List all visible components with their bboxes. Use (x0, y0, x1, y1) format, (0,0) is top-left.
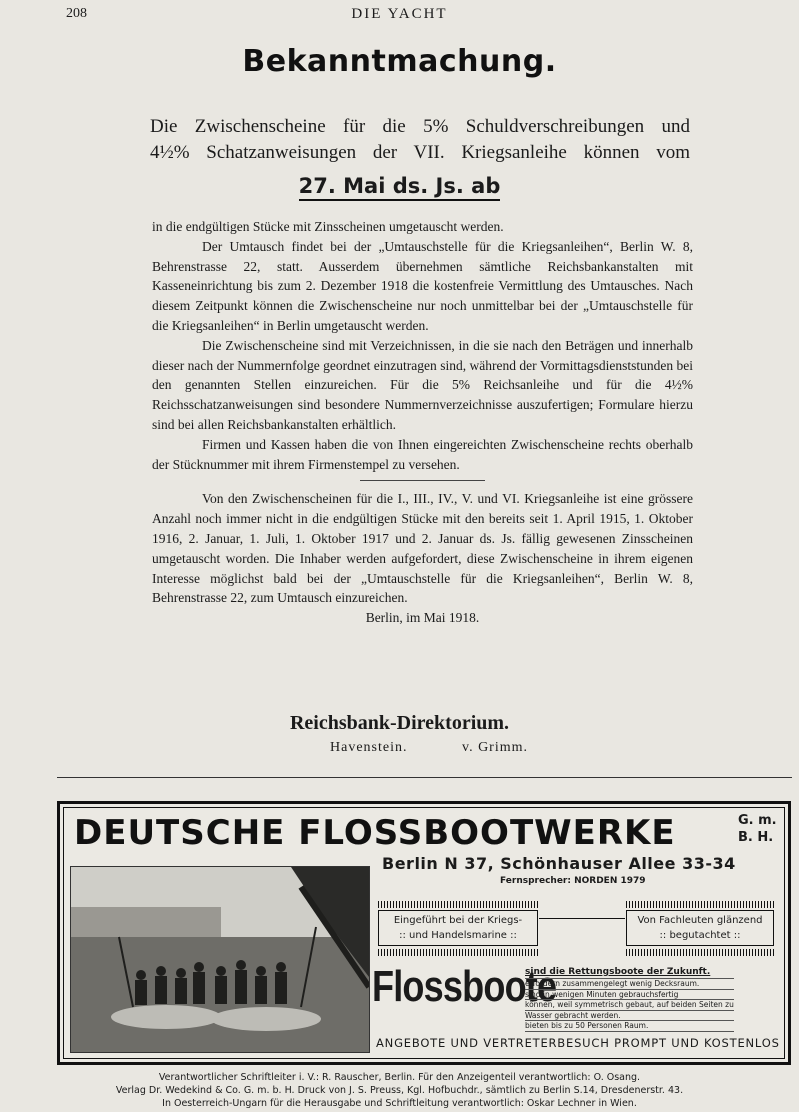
colophon (0, 1071, 799, 1110)
paragraph-3: Die Zwischenscheine sind mit Verzeichnissen, in die sie nach den Beträgen und innerhalb dieser nach der Nummernfolge geordnet einzutragen sind, während der Vormittagsdienststunden bei den genannten Stellen einzureichen. Für die 5% Reichsanleihe und für die 4½% Reichsschatzanweisungen sind besondere Nummernverzeichnisse auszufertigen; Formulare hierzu sind bei allen Reichsbankanstalten erhältlich. (152, 337, 693, 432)
date-heading-text: 27. Mai ds. Js. ab (299, 174, 501, 201)
colophon-line-3: In Oesterreich-Ungarn für die Herausgabe und Schriftleitung verantwortlich: Oskar Lechner in Wien. (162, 1098, 637, 1109)
paragraph-1: in die endgültigen Stücke mit Zinsscheinen umgetauscht werden. (152, 219, 504, 234)
date-heading (0, 174, 799, 198)
intro-line-1: Die Zwischenscheine für die 5% Schuldverschreibungen und (150, 116, 690, 137)
claim-2: sind in wenigen Minuten gebrauchsfertig (525, 990, 734, 1001)
box-navy (378, 910, 538, 946)
ad-address: Berlin N 37, Schönhauser Allee 33-34 (382, 854, 736, 873)
issuer: Reichsbank-Direktorium. (289, 712, 510, 734)
ad-suffix-line-1: G. m. (738, 813, 777, 828)
place-date: Berlin, im Mai 1918. (365, 610, 480, 626)
product-name: Flossboote (372, 962, 557, 1011)
colophon-line-2: Verlag Dr. Wedekind & Co. G. m. b. H. Druck von J. S. Preuss, Kgl. Hofbuchdr., sämtlich zu Berlin S.14, Dresdenerstr. 43. (115, 1085, 684, 1096)
ad-phone: Fernsprecher: NORDEN 1979 (500, 876, 646, 886)
claim-4: Wasser gebracht werden. (525, 1011, 734, 1022)
hatch-bottom-right (626, 949, 774, 956)
advertisement (57, 801, 791, 1065)
claims-head: sind die Rettungsboote der Zukunft. (525, 966, 734, 979)
connector-line (539, 918, 625, 919)
notice-intro (150, 114, 690, 166)
signatory-2: v. Grimm. (461, 740, 529, 755)
hatch-top-right (626, 901, 774, 908)
signatory-1: Havenstein. (330, 740, 408, 755)
ad-suffix-line-2: B. H. (738, 830, 774, 845)
colophon-line-1: Verantwortlicher Schriftleiter i. V.: R. Rauscher, Berlin. Für den Anzeigenteil verantwortlich: O. Osang. (158, 1072, 641, 1083)
page-rule (57, 777, 792, 778)
box-experts (626, 910, 774, 946)
section-divider (360, 480, 485, 481)
paragraph-2: Der Umtausch findet bei der „Umtauschstelle für die Kriegsanleihen“, Berlin W. 8, Behrenstrasse 22, statt. Ausserdem übernehmen sämtliche Reichsbankanstalten mit Kasseneinrichtung bis zum 2. Dezember 1918 die kostenfreie Vermittlung des Umtausches. Nach diesem Zeitpunkt können die Zwischenscheine nur noch unmittelbar bei der „Umtauschstelle für die Kriegsanleihen“ in Berlin umgetauscht werden. (152, 238, 693, 333)
running-head: DIE YACHT (351, 6, 448, 22)
paragraph-5: Von den Zwischenscheinen für die I., III., IV., V. und VI. Kriegsanleihe ist eine grössere Anzahl noch immer nicht in die endgültigen Stücke mit den bereits seit 1. April 1915, 1. Oktober 1916, 2. Januar, 1. Juli, 1. Oktober 1917 und 2. Januar ds. Js. fällig gewesenen Zinsscheinen umgetauscht worden. Die Inhaber werden aufgefordert, diese Zwischenscheine in ihrem eigenen Interesse möglichst bald bei der „Umtauschstelle für die Kriegsanleihen“, Berlin W. 8, Behrenstrasse 22, zum Umtausch einzureichen. (152, 491, 693, 606)
ad-company-name: DEUTSCHE FLOSSBOOTWERKE (74, 813, 676, 853)
hatch-bottom-left (378, 949, 538, 956)
paragraph-4: Firmen und Kassen haben die von Ihnen eingereichten Zwischenscheine rechts oberhalb der Stücknummer mit ihrem Firmenstempel zu versehen. (152, 436, 693, 472)
ad-footer: ANGEBOTE UND VERTRETERBESUCH PROMPT UND KOSTENLOS (376, 1036, 780, 1050)
box-experts-line-2: :: begutachtet :: (659, 930, 741, 941)
signatories (330, 740, 578, 756)
boat-photo (70, 866, 370, 1053)
ad-company-suffix (738, 812, 777, 846)
claim-3: können, weil symmetrisch gebaut, auf beiden Seiten zu (525, 1000, 734, 1010)
intro-line-2: 4½% Schatzanweisungen der VII. Kriegsanleihe können vom (150, 142, 690, 163)
notice-title: Bekanntmachung. (242, 44, 557, 79)
product-claims (525, 966, 734, 1032)
claim-5: bieten bis zu 50 Personen Raum. (525, 1021, 734, 1032)
claim-1: erfordern zusammengelegt wenig Decksraum. (525, 979, 734, 990)
page-number: 208 (66, 6, 87, 21)
box-navy-line-2: :: und Handelsmarine :: (399, 930, 517, 941)
box-experts-line-1: Von Fachleuten glänzend (637, 915, 763, 926)
hatch-top-left (378, 901, 538, 908)
boat-photo-illustration (71, 867, 369, 1052)
notice-body (152, 217, 693, 628)
box-navy-line-1: Eingeführt bei der Kriegs- (393, 915, 523, 926)
